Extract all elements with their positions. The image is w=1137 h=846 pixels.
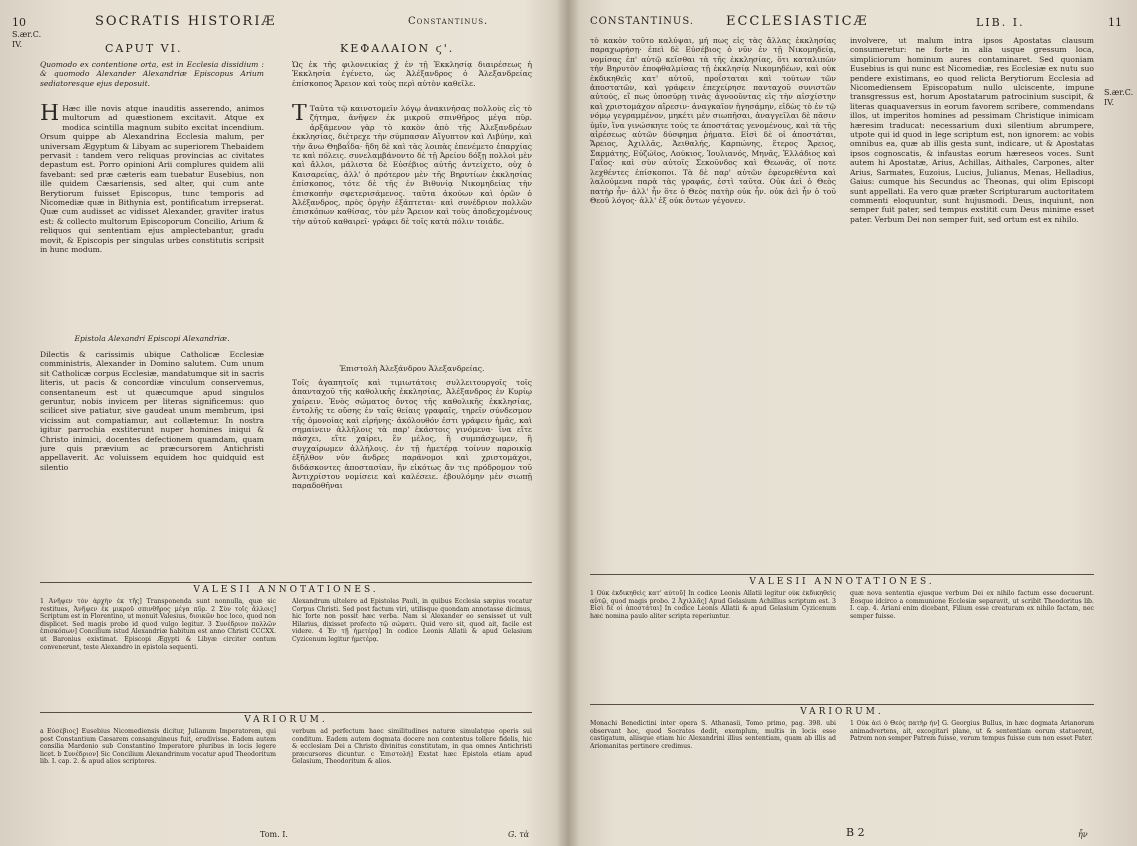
signature-mark: B 2: [846, 826, 865, 839]
annotations-heading: VALESII ANNOTATIONES.: [749, 577, 935, 587]
latin-epistle-title: Epistola Alexandri Episcopi Alexandriæ.: [74, 334, 230, 343]
variorum-col-2: verbum ad perfectum haec similitudines naturæ simulatque operis sui conditum. Eadem autem dogmata docere non contentus tollere fidelis, hic & ecclesiam Dei a Christo divinitus constitutam, in qua omnes Antichristi præcursores dicuntur. c Ἐπιστολή] Exstat hæc Epistola etiam apud Gelasium, Theodoritum & alios.: [292, 728, 532, 766]
right-running-head: CONSTANTINUS.: [590, 16, 695, 27]
catchword: ἦν: [1078, 830, 1088, 839]
greek-text-col-2: Τοῖς ἀγαπητοῖς καὶ τιμιωτάτοις συλλειτουργοῖς τοῖς ἁπανταχοῦ τῆς καθολικῆς ἐκκλησίας, Ἀλέξανδρος ἐν Κυρίῳ χαίρειν. Ἑνὸς σώματος ὄντος τῆς καθολικῆς ἐκκλησίας, ἐντολῆς τε οὔσης ἐν ταῖς θείαις γραφαῖς, τηρεῖν σύνδεσμον τῆς ὁμονοίας καὶ εἰρήνης· ἀκόλουθόν ἐστι γράφειν ἡμᾶς, καὶ σημαίνειν ἀλλήλοις τὰ παρ' ἑκάστοις γινόμενα· ἵνα εἴτε πάσχει, εἴτε χαίρει, ἓν μέλος, ἢ συμπάσχωμεν, ἢ συγχαίρωμεν ἀλλήλοις. ἐν τῇ ἡμετέρᾳ τοίνυν παροικίᾳ ἐξῆλθον νῦν ἄνδρες παράνομοι καὶ χριστομάχοι, διδάσκοντες ἀποστασίαν, ἣν εἰκότως ἄν τις πρόδρομον τοῦ Ἀντιχρίστου νομίσειε καὶ καλέσειε. ἐβουλόμην μὲν σιωπῇ παραδοθῆναι: [292, 378, 532, 491]
annotations-col-1: 1 Οὐκ ἐκδικηθεὶς κατ' αὐτοῦ] In codice Leonis Allatii legitur οὐκ ἐκδικηθεὶς αὐτῷ, quod magis probo. 2 Ἀχιλλᾶς] Apud Gelasium Achillius scriptum est. 3 Εἰσὶ δὲ οἱ ἀποστάται] In codice Leonis Allatii & apud Gelasium Cyzicenum hæc nomina paulo aliter scripta reperiuntur.: [590, 590, 836, 620]
drop-capital: H: [40, 104, 60, 126]
left-margin-note: [12, 30, 41, 50]
latin-text-col: involvere, ut malum intra ipsos Apostatas clausum consumeretur: ne forte in alia usque gressum loca, simpliciorum hominum aures contaminaret. Sed quoniam Eusebius is qui nunc est Nicomediæ, res Ecclesiæ ex nutu suo pendere existimans, eo quod relicta Berytiorum Ecclesia ad Nicomediensem Episcopatum nullo ulciscente, impune transgressus est, horum Apostatarum patrocinium suscipit, & literas quaquaversus in eorum favorem scribere, commendans illos, ut imperitos homines ad pessimam Christique inimicam hæresim traducat: necessarium duxi silentium abrumpere, utpote qui id quod in lege scriptum est, non ignorem: ac vobis omnibus ea, quæ ab illis gesta sunt, indicare, ut & Apostatas ipsos cognoscatis, & infaustas eorum hæreseos voces. Sunt autem hi Apostatæ, Arius, Achillas, Aithales, Carpones, alter Arius, Sarmates, Euzoius, Lucius, Julianus, Menas, Helladius, Gaius: cumque his Secundus ac Theonas, qui olim Episcopi sunt appellati. Ea vero quæ præter Scripturarum auctoritatem commenti eloquuntur, sunt hujusmodi. Deus, inquiunt, non semper fuit pater, sed tempus exstitit cum Deus minime esset pater. Verbum Dei non semper fuit, sed ortum est ex nihilo.: [850, 36, 1094, 224]
caput-greek: ΚΕΦΑΛΑΙΟΝ ϛ'.: [340, 42, 455, 55]
caput-latin: CAPUT VI.: [105, 42, 183, 55]
signature-mark: Tom. I.: [260, 830, 288, 839]
right-margin-note: [1104, 88, 1133, 108]
divider-rule: [590, 574, 1094, 575]
greek-text-col: τὸ κακὸν τοῦτο καλύψαι, μή πως εἰς τὰς ἄλλας ἐκκλησίας παραχωρήσῃ· ἐπεὶ δὲ Εὐσέβιος ὁ νῦν ἐν τῇ Νικομηδείᾳ, νομίσας ἐπ' αὐτῷ κεῖσθαι τὰ τῆς ἐκκλησίας, ὅτι καταλιπὼν τὴν Βηρυτὸν ἐποφθαλμίσας τῇ ἐκκλησίᾳ Νικομηδέων, καὶ οὐκ ἐκδικηθεὶς κατ' αὐτοῦ, προΐσταται καὶ τούτων τῶν ἀποστατῶν, καὶ γράφειν ἐπεχείρησε πανταχοῦ συνιστῶν αὐτούς, εἴ πως ὑποσύρῃ τινὰς ἀγνοοῦντας εἰς τὴν αἰσχίστην καὶ χριστομάχον αἵρεσιν· ἀναγκαῖον ἡγησάμην, εἰδὼς τὸ ἐν τῷ νόμῳ γεγραμμένον, μηκέτι μὲν σιωπῆσαι, ἀναγγεῖλαι δὲ πᾶσιν ὑμῖν, ἵνα γινώσκητε τούς τε ἀποστάτας γενομένους, καὶ τὰ τῆς αἱρέσεως αὐτῶν δύσφημα ῥήματα. Εἰσὶ δὲ οἱ ἀποστάται, Ἄρειος, Ἀχιλλᾶς, Ἀειθαλής, Καρπώνης, ἕτερος Ἄρειος, Σαρμάτης, Εὐζώϊος, Λούκιος, Ἰουλιανός, Μηνᾶς, Ἑλλάδιος καὶ Γαΐος· καὶ σὺν αὐτοῖς Σεκοῦνδος καὶ Θεωνᾶς, οἵ ποτε λεχθέντες ἐπίσκοποι. Τὰ δὲ παρ' αὐτῶν ἐφευρεθέντα καὶ λαλούμενα παρὰ τὰς γραφάς, ἐστὶ ταῦτα. Οὐκ ἀεὶ ὁ Θεὸς πατὴρ ἦν· ἀλλ' ἦν ὅτε ὁ Θεὸς πατὴρ οὐκ ἦν. οὐκ ἀεὶ ἦν ὁ τοῦ Θεοῦ λόγος· ἀλλ' ἐξ οὐκ ὄντων γέγονεν.: [590, 36, 836, 205]
greek-chapter-summary: Ὡς ἐκ τῆς φιλονεικίας χ̓ ἐν τῇ Ἐκκλησίᾳ διαιρέσεως ἡ Ἐκκλησία ἐγένετο, ὡς Ἀλέξανδρος ὁ Ἀλεξανδρείας ἐπίσκοπος Ἄρειον καὶ τοὺς περὶ αὐτὸν καθεῖλε.: [292, 60, 532, 88]
divider-rule: [40, 712, 532, 713]
drop-capital: T: [292, 104, 307, 126]
latin-text-col-1: [40, 104, 264, 332]
margin-note-line: IV.: [1104, 98, 1115, 107]
margin-note-line: S.ær.C.: [1104, 88, 1134, 97]
annotations-col-2: quæ nova sententia ejusque verbum Dei ex nihilo factum esse docuerunt. Eosque idcirco a communione Ecclesiæ separavit, ut scribit Theodoritus lib. I. cap. 4. Ariani enim dicebant, Filium esse creaturam ex nihilo factam, nec semper fuisse.: [850, 590, 1094, 620]
margin-note-line: IV.: [12, 40, 23, 49]
variorum-col-2: 1 Οὐκ ἀεὶ ὁ Θεὸς πατὴρ ἦν] G. Georgius Bullus, in hæc dogmata Arianorum animadvertens, ait, excogitari plane, ut & sententiam eorum statuerent, Patrem non semper Patrem fuisse, verum tempus fuisse cum non esset Pater.: [850, 720, 1094, 743]
latin-chapter-summary: Quomodo ex contentione orta, est in Ecclesia dissidium : & quomodo Alexander Alexandriæ Episcopus Arium sediatoresque ejus deposuit.: [40, 60, 264, 88]
annotations-col-2: Alexandrum ultelere ad Epistolas Pauli, in quibus Ecclesia sæpius vocatur Corpus Christi. Sed post factum viri, utilisque quondam annotasse dicimus, hic forte non possit hæc verba. Nam si Alexander eo sensisset ut vult Hilarius, dixisset profecto τῷ σώματι. Quid vero sit, quod ait, facile est videre. 4 Ἐν τῇ ἡμετέρᾳ] In codice Leonis Allatii & apud Gelasium Cyzicenum legitur ἡμετέρᾳ.: [292, 598, 532, 643]
left-page-number: 10: [12, 16, 26, 29]
right-page: [578, 0, 1137, 846]
variorum-heading: VARIORUM.: [800, 707, 884, 717]
left-running-sub: Constantinus.: [408, 16, 489, 27]
left-page: [0, 0, 560, 846]
latin-paragraph: Hæc ille novis atque inauditis asserendo, animos multorum ad quæstionem excitavit. Atque ex modica scintilla magnum subito excitat incendium. Orsum quippe ab Alexandrina Ecclesia malum, per universam Ægyptum & Libyam ac superiorem Thebaidem pervasit : tandem vero reliquas provincias ac civitates depastum est. Porro opinioni Arii complures quidem alii favebant: sed præ cæteris eam tuebatur Eusebius, non ille quidem Cæsariensis, sed alter, qui cum ante Berytiorum fuisset Episcopus, tunc temporis ad Nicomediæ quæ in Bithynia est, pontificatum irrepserat. Quæ cum audisset ac vidisset Alexander, graviter iratus est: & collecto multorum Episcoporum Concilio, Arium & reliquos qui sententiam ejus amplectebantur, gradu movit, & Episcopis per singulas urbes constitutis scripsit in hunc modum.: [40, 104, 264, 255]
greek-paragraph: Ταῦτα τῷ καινοτομεῖν λόγῳ ἀνακινήσας πολλοὺς εἰς τὸ ζήτημα, ἀνῆψεν ἐκ μικροῦ σπινθῆρος μέγα πῦρ. ἀρξάμενον γὰρ τὸ κακὸν ἀπὸ τῆς Ἀλεξανδρέων ἐκκλησίας, διέτρεχε τὴν σύμπασαν Αἴγυπτον καὶ Λιβύην, καὶ τὴν ἄνω Θηβαΐδα· ἤδη δὲ καὶ τὰς λοιπὰς ἐπενέμετο ἐπαρχίας τε καὶ πόλεις. συνελαμβάνοντο δὲ τῇ Ἀρείου δόξῃ πολλοὶ μὲν καὶ ἄλλοι, μάλιστα δὲ Εὐσέβιος αὐτῆς ἀντείχετο, οὐχ ὁ Καισαρείας, ἀλλ' ὁ πρότερον μὲν τῆς Βηρυτίων ἐκκλησίας ἐπίσκοπος, τότε δὲ τῆς ἐν Βιθυνίᾳ Νικομηδείας τὴν ἐπισκοπὴν σφετερισάμενος. ταῦτα ἀκούων καὶ ὁρῶν ὁ Ἀλέξανδρος, πρὸς ὀργὴν ἐξάπτεται· καὶ συνέδριον πολλῶν ἐπισκόπων καθίσας, τὸν μὲν Ἄρειον καὶ τοὺς ἀποδεχομένους τὴν αὐτοῦ καθαιρεῖ· γράφει δὲ τοῖς κατὰ πόλιν τοιάδε.: [292, 104, 532, 226]
greek-text-col-1: [292, 104, 532, 332]
variorum-col-1: Monachi Benedictini inter opera S. Athanasii, Tomo primo, pag. 398. ubi observant hoc, quod Socrates dedit, exemplum, multis in locis esse castigatum, aliisque etiam hic Alexandrini illius sententiam, quam ab illis ad Ariomanitas pertinere credimus.: [590, 720, 836, 750]
variorum-heading: VARIORUM.: [244, 715, 328, 725]
right-page-number: 11: [1108, 16, 1122, 29]
greek-epistle-title: Ἐπιστολὴ Ἀλεξάνδρου Ἀλεξανδρείας.: [339, 364, 485, 373]
right-running-head-3: LIB. I.: [976, 16, 1025, 29]
catchword: G. τὰ: [508, 830, 530, 839]
margin-note-line: S.ær.C.: [12, 30, 42, 39]
divider-rule: [590, 704, 1094, 705]
annotations-heading: VALESII ANNOTATIONES.: [193, 585, 379, 595]
left-running-head: SOCRATIS HISTORIÆ: [95, 14, 277, 29]
annotations-col-1: 1 Ἀνῆψεν τὸν ἀρχὴν ἐκ τῆς] Transponenda sunt nonnulla, quæ sic restitues, Ἀνῆψεν ἐκ μικροῦ σπινθῆρος μέγα πῦρ. 2 Σὺν τοῖς ἄλλοις] Scriptum est in Florentino, ut monuit Valesius, διοικῶν hoc loco, quod non displicet. Sed magis probo id quod vulgo legitur. 3 Συνέδριον πολλῶν ἐπισκόπων] Concilium istud Alexandriæ habitum est anno Christi CCCXX. ut Baronius existimat. Episcopi Ægypti & Libyæ circiter centum convenerunt, teste Alexandro in epistola sequenti.: [40, 598, 276, 651]
divider-rule: [40, 582, 532, 583]
right-running-head-2: ECCLESIASTICÆ: [726, 14, 869, 29]
latin-text-col-2: Dilectis & carissimis ubique Catholicæ Ecclesiæ comministris, Alexander in Domino salutem. Cum unum sit Catholicæ corpus Ecclesiæ, mandatumque sit in sacris literis, ut pacis & concordiæ vinculum conservemus, consentaneum est ut quæcumque apud singulos geruntur, nobis invicem per literas significemus: quo scilicet sive patiatur, sive gaudeat unum membrum, ipsi vicissim aut compatiamur, aut collætemur. In nostra igitur parrochia exstiterunt nuper homines iniqui & Christo inimici, docentes defectionem quamdam, quam jure quis prævium ac præcursorem Antichristi appellaverit. Ac voluissem equidem hoc quidquid est silentio: [40, 350, 264, 472]
variorum-col-1: a Εὐσέβιος] Eusebius Nicomediensis dicitur, Julianum Imperatorem, qui post Constantium Cæsarem consanguineus fuit, erudivisse. Eadem autem consilia Mardonio sub Constantino Imperatore pluribus in locis legere licet. b Συνέδριον] Sic Concilium Alexandrinum vocatur apud Theodoritum lib. I. cap. 2. & apud alios scriptores.: [40, 728, 276, 766]
